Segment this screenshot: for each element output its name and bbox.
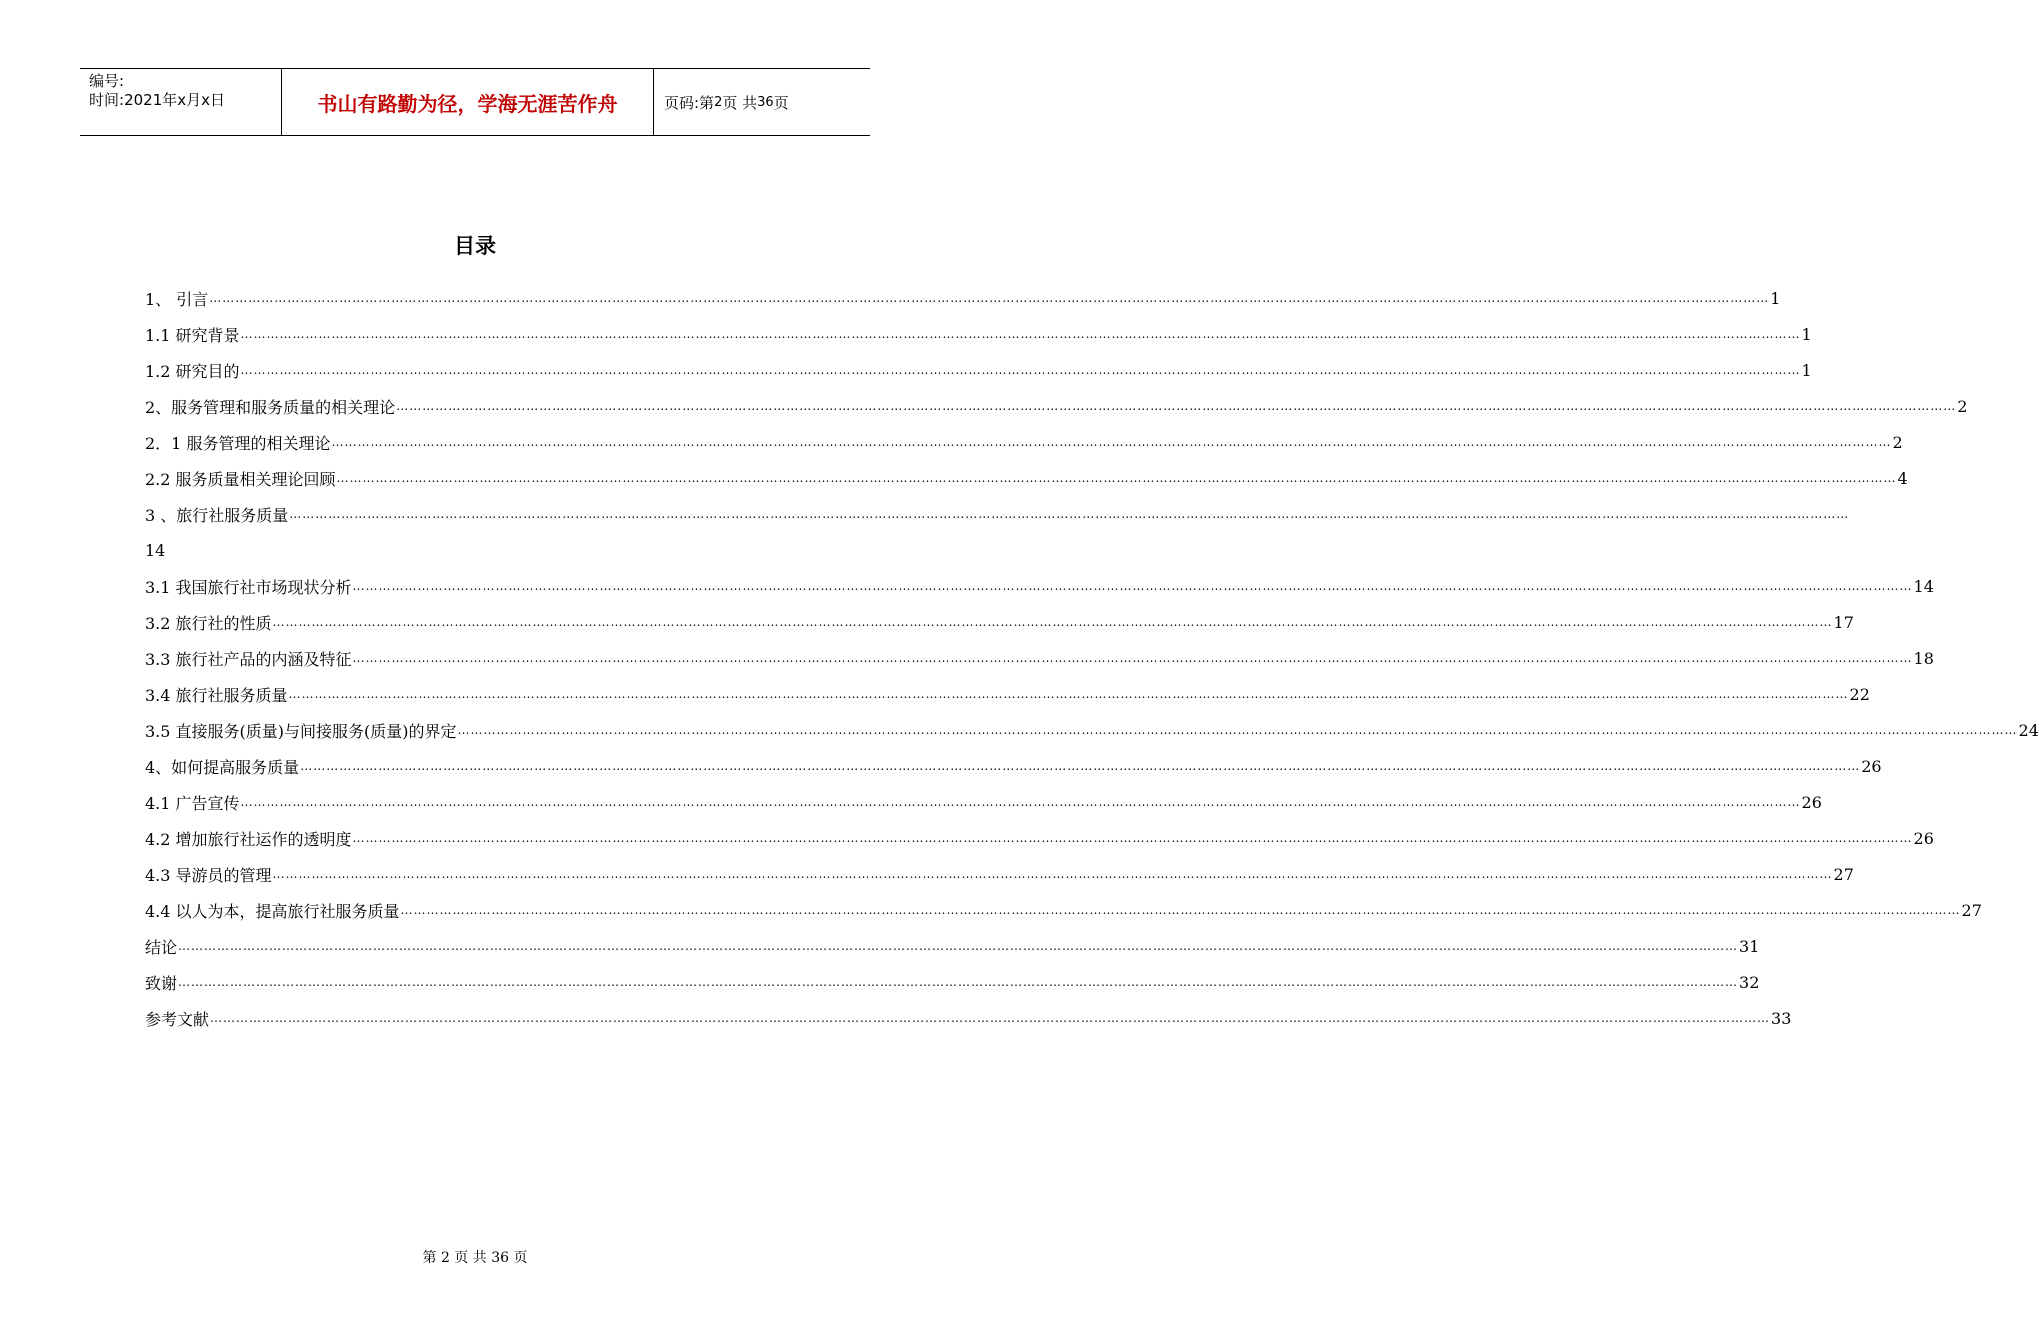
page-footer: 第 2 页 共 36 页 <box>422 1250 528 1266</box>
toc-leader-dots: ……………………………………………………………………………………………………………………………………………………………………………………………………………………………………………………………………………………………………………………………… <box>178 975 1739 989</box>
toc-leader-dots: ……………………………………………………………………………………………………………………………………………………………………………………………………………………………………………………………………………………………………………………………… <box>288 687 1849 701</box>
toc-entry[interactable] <box>145 784 1822 820</box>
toc-leader-dots: ……………………………………………………………………………………………………………………………………………………………………………………………………………………………………………………………………………………………………………………………… <box>457 723 2018 737</box>
toc-entry-page: 4 <box>1897 468 1908 488</box>
toc-entry-page: 2 <box>1957 396 1968 416</box>
toc-entry-label: 4.1 广告宣传 <box>145 793 240 813</box>
toc-entry[interactable] <box>145 460 1908 496</box>
toc-entry-label: 4、如何提高服务质量 <box>145 757 300 777</box>
toc-entry-page: 1 <box>1801 360 1812 380</box>
page-suffix: 页 <box>773 93 789 112</box>
toc-entry-label: 4.2 增加旅行社运作的透明度 <box>145 829 352 849</box>
toc-entry[interactable] <box>145 280 1781 316</box>
toc-entry-label: 2．1 服务管理的相关理论 <box>145 433 331 453</box>
toc-entry-page: 31 <box>1739 936 1760 956</box>
toc-entry-page: 33 <box>1771 1008 1792 1028</box>
toc-leader-dots: ……………………………………………………………………………………………………………………………………………………………………………………………………………………………………………………………………………………………………………………………… <box>240 363 1801 377</box>
toc-entry-label: 3.3 旅行社产品的内涵及特征 <box>145 649 352 669</box>
number-label: 编号: <box>89 72 125 90</box>
toc-entry-label: 3.1 我国旅行社市场现状分析 <box>145 577 352 597</box>
toc-entry-page: 14 <box>1913 576 1934 596</box>
toc-leader-dots: ……………………………………………………………………………………………………………………………………………………………………………………………………………………………………………………………………………………………………………………………… <box>300 759 1861 773</box>
page-header <box>80 68 870 136</box>
header-page-info <box>654 69 870 135</box>
toc-leader-dots: ……………………………………………………………………………………………………………………………………………………………………………………………………………………………………………………………………………………………………………………………… <box>336 471 1897 485</box>
page-mid: 页 共 <box>722 93 758 112</box>
toc-entry-label: 14 <box>145 540 166 560</box>
toc-entry-page: 26 <box>1801 792 1822 812</box>
toc-entry-label: 3.5 直接服务(质量)与间接服务(质量)的界定 <box>145 721 457 741</box>
toc-entry-label: 2、服务管理和服务质量的相关理论 <box>145 397 396 417</box>
time-line <box>89 91 281 110</box>
header-motto: 书山有路勤为径，学海无涯苦作舟 <box>282 69 654 135</box>
toc-entry[interactable] <box>145 748 1882 784</box>
toc-leader-dots: ……………………………………………………………………………………………………………………………………………………………………………………………………………………………………………………………………………………………………………………………… <box>240 327 1801 341</box>
toc-entry[interactable] <box>145 964 1760 1000</box>
toc-entry[interactable] <box>145 496 1850 532</box>
toc-leader-dots: ……………………………………………………………………………………………………………………………………………………………………………………………………………………………………………………………………………………………………………………………… <box>178 939 1739 953</box>
toc-entry-label: 参考文献 <box>145 1009 210 1029</box>
table-of-contents <box>145 280 2039 1036</box>
toc-entry[interactable] <box>145 316 1812 352</box>
toc-entry-label: 致谢 <box>145 973 178 993</box>
toc-entry-label: 1.2 研究目的 <box>145 361 240 381</box>
toc-entry[interactable] <box>145 820 1934 856</box>
toc-leader-dots: ……………………………………………………………………………………………………………………………………………………………………………………………………………………………………………………………………………………………………………………………… <box>400 903 1961 917</box>
toc-entry-page: 2 <box>1892 432 1903 452</box>
toc-leader-dots: ……………………………………………………………………………………………………………………………………………………………………………………………………………………………………………………………………………………………………………………………… <box>331 435 1892 449</box>
page-title: 目录 <box>454 234 496 258</box>
page-total: 36 <box>757 94 774 110</box>
toc-entry[interactable] <box>145 532 806 568</box>
toc-entry-label: 4.4 以人为本，提高旅行社服务质量 <box>145 901 400 921</box>
toc-entry-label: 4.3 导游员的管理 <box>145 865 272 885</box>
toc-leader-dots: ……………………………………………………………………………………………………………………………………………………………………………………………………………………………………………………………………………………………………………………………… <box>209 291 1770 305</box>
toc-entry-label: 3 、旅行社服务质量 <box>145 505 289 525</box>
toc-entry-label: 结论 <box>145 937 178 957</box>
toc-entry[interactable] <box>145 676 1870 712</box>
toc-leader-dots: ……………………………………………………………………………………………………………………………………………………………………………………………………………………………………………………………………………………………………………………………… <box>272 615 1833 629</box>
toc-leader-dots: ……………………………………………………………………………………………………………………………………………………………………………………………………………………………………………………………………………………………………………………………… <box>352 579 1913 593</box>
toc-entry-page: 1 <box>1801 324 1812 344</box>
toc-leader-dots: ……………………………………………………………………………………………………………………………………………………………………………………………………………………………………………………………………………………………………………………………… <box>272 867 1833 881</box>
toc-entry-page: 26 <box>1861 756 1882 776</box>
time-value: 2021年x月x日 <box>124 91 225 109</box>
toc-entry-label: 3.2 旅行社的性质 <box>145 613 272 633</box>
toc-entry-page: 26 <box>1913 828 1934 848</box>
toc-entry-page: 27 <box>1833 864 1854 884</box>
toc-entry[interactable] <box>145 568 1934 604</box>
toc-entry[interactable] <box>145 1000 1792 1036</box>
toc-entry[interactable] <box>145 640 1934 676</box>
toc-leader-dots: ……………………………………………………………………………………………………………………………………………………………………………………………………………………………………………………………………………………………………………………………… <box>352 651 1913 665</box>
toc-entry[interactable] <box>145 424 1903 460</box>
toc-entry-label: 3.4 旅行社服务质量 <box>145 685 288 705</box>
toc-entry-page: 1 <box>1770 288 1781 308</box>
page-num: 2 <box>714 94 723 110</box>
toc-entry-label: 1.1 研究背景 <box>145 325 240 345</box>
toc-entry-page: 18 <box>1913 648 1934 668</box>
toc-leader-dots: ……………………………………………………………………………………………………………………………………………………………………………………………………………………………………………………………………………………………………………………………… <box>210 1011 1771 1025</box>
toc-entry-label: 1、 引言 <box>145 289 209 309</box>
toc-entry[interactable] <box>145 388 1968 424</box>
page-prefix: 页码:第 <box>664 93 715 112</box>
toc-entry[interactable] <box>145 856 1854 892</box>
toc-entry[interactable] <box>145 892 1982 928</box>
toc-entry-label: 2.2 服务质量相关理论回顾 <box>145 469 336 489</box>
toc-entry[interactable] <box>145 712 2039 748</box>
toc-entry-page: 27 <box>1961 900 1982 920</box>
toc-entry[interactable] <box>145 604 1854 640</box>
toc-entry-page: 17 <box>1833 612 1854 632</box>
toc-leader-dots: ……………………………………………………………………………………………………………………………………………………………………………………………………………………………………………………………………………………………………………………………… <box>352 831 1913 845</box>
header-meta <box>80 69 282 135</box>
time-label: 时间: <box>89 91 125 109</box>
toc-entry[interactable] <box>145 928 1760 964</box>
toc-leader-dots: ……………………………………………………………………………………………………………………………………………………………………………………………………………………………………………………………………………………………………………………………… <box>396 399 1957 413</box>
toc-leader-dots: ……………………………………………………………………………………………………………………………………………………………………………………………………………………………………………………………………………………………………………………………… <box>289 507 1850 521</box>
toc-entry-page: 32 <box>1739 972 1760 992</box>
toc-leader-dots: ……………………………………………………………………………………………………………………………………………………………………………………………………………………………………………………………………………………………………………………………… <box>240 795 1801 809</box>
toc-entry-page: 22 <box>1849 684 1870 704</box>
toc-entry-page: 24 <box>2018 720 2039 740</box>
toc-entry[interactable] <box>145 352 1812 388</box>
